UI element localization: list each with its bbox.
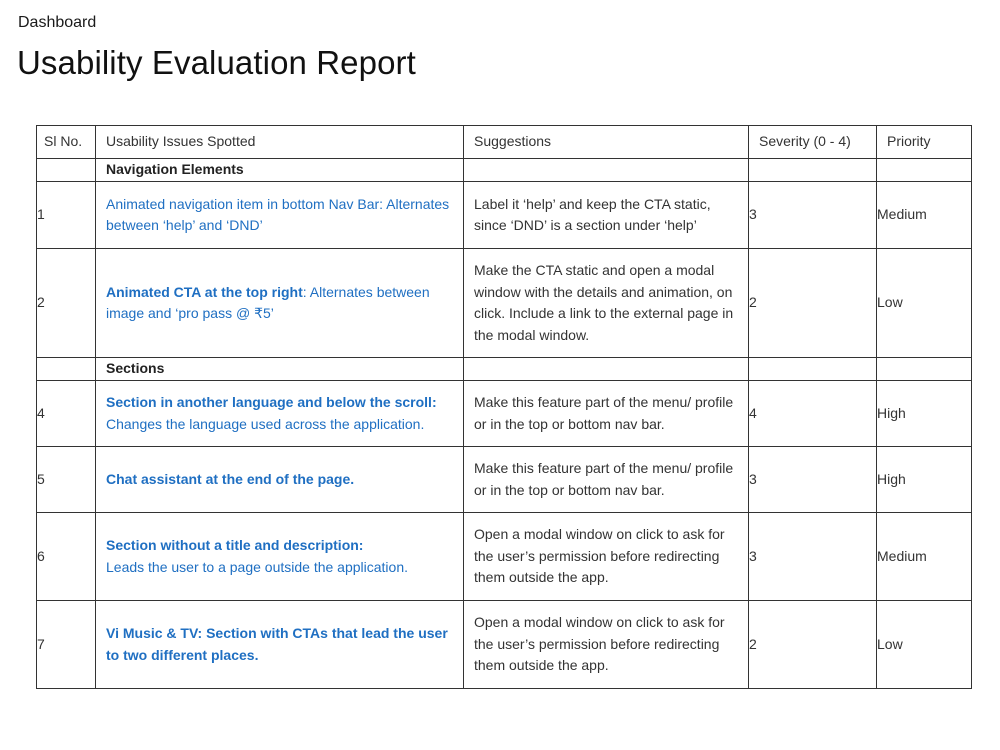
row-severity: 3 <box>749 447 877 513</box>
table-row <box>37 381 972 447</box>
row-priority: Low <box>877 249 972 358</box>
row-severity: 2 <box>749 249 877 358</box>
row-issue: Animated CTA at the top right: Alternates between image and ‘pro pass @ ₹5’ <box>96 249 464 358</box>
page-title: Usability Evaluation Report <box>17 44 416 81</box>
section-label: Sections <box>96 358 464 381</box>
row-sl-no: 6 <box>37 513 96 601</box>
table-row <box>37 447 972 513</box>
row-suggestion: Make this feature part of the menu/ profile or in the top or bottom nav bar. <box>464 381 749 447</box>
row-priority: Medium <box>877 182 972 249</box>
table-row <box>37 182 972 249</box>
usability-report-table <box>36 125 972 689</box>
row-issue: Section in another language and below the scroll: Changes the language used across the application. <box>96 381 464 447</box>
breadcrumb[interactable]: Dashboard <box>18 14 97 31</box>
column-header-issues: Usability Issues Spotted <box>96 126 464 159</box>
table-row <box>37 601 972 689</box>
row-severity: 3 <box>749 182 877 249</box>
row-issue: Chat assistant at the end of the page. <box>96 447 464 513</box>
row-suggestion: Make this feature part of the menu/ profile or in the top or bottom nav bar. <box>464 447 749 513</box>
row-severity: 3 <box>749 513 877 601</box>
table-header-row <box>37 126 972 159</box>
column-header-priority: Priority <box>877 126 972 159</box>
row-sl-no: 7 <box>37 601 96 689</box>
row-issue: Section without a title and description: Leads the user to a page outside the application. <box>96 513 464 601</box>
column-header-severity: Severity (0 - 4) <box>749 126 877 159</box>
row-priority: Medium <box>877 513 972 601</box>
row-suggestion: Label it ‘help’ and keep the CTA static, since ‘DND’ is a section under ‘help’ <box>464 182 749 249</box>
row-suggestion: Open a modal window on click to ask for the user’s permission before redirecting them outside the app. <box>464 601 749 689</box>
row-sl-no: 5 <box>37 447 96 513</box>
row-severity: 2 <box>749 601 877 689</box>
section-row-navigation-elements <box>37 159 972 182</box>
row-sl-no: 2 <box>37 249 96 358</box>
row-sl-no: 4 <box>37 381 96 447</box>
section-label: Navigation Elements <box>96 159 464 182</box>
row-severity: 4 <box>749 381 877 447</box>
table-row <box>37 513 972 601</box>
column-header-suggestions: Suggestions <box>464 126 749 159</box>
table-row <box>37 249 972 358</box>
column-header-sl-no: Sl No. <box>37 126 96 159</box>
row-suggestion: Make the CTA static and open a modal window with the details and animation, on click. Include a link to the external page in the modal window. <box>464 249 749 358</box>
row-priority: High <box>877 447 972 513</box>
section-row-sections <box>37 358 972 381</box>
row-sl-no: 1 <box>37 182 96 249</box>
row-suggestion: Open a modal window on click to ask for the user’s permission before redirecting them outside the app. <box>464 513 749 601</box>
row-issue: Animated navigation item in bottom Nav Bar: Alternates between ‘help’ and ‘DND’ <box>96 182 464 249</box>
row-priority: High <box>877 381 972 447</box>
row-issue: Vi Music & TV: Section with CTAs that lead the user to two different places. <box>96 601 464 689</box>
row-priority: Low <box>877 601 972 689</box>
